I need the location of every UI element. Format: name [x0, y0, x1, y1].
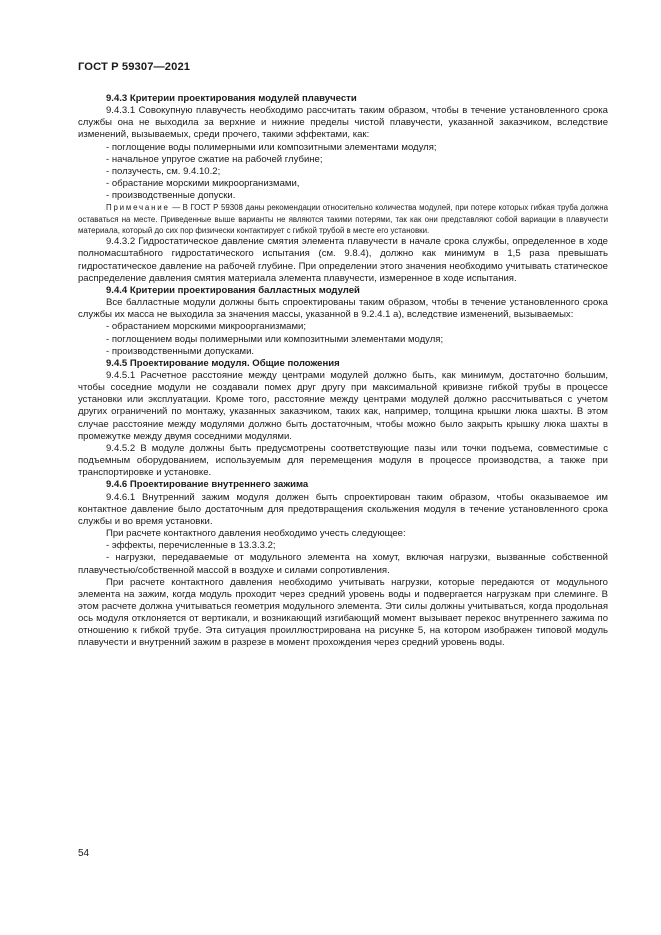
section-heading-9-4-5: 9.4.5 Проектирование модуля. Общие положения: [106, 357, 340, 369]
paragraph-9-4-6-1: 9.4.6.1 Внутренний зажим модуля должен быть спроектирован таким образом, чтобы оказываемое им контактное давление было достаточным для предотвращения скольжения модуля в течение установленного срока службы и во время установки.: [78, 491, 608, 527]
paragraph-9-4-3-1: 9.4.3.1 Совокупную плавучесть необходимо рассчитать таким образом, чтобы в течение установленного срока службы она не выходила за верхние и нижние пределы чистой плавучести, указанной заказчиком, вследствие изменений, вызываемых, среди прочего, такими эффектами, как:: [78, 105, 608, 141]
note-text: — В ГОСТ Р 59308 даны рекомендации относительно количества модулей, при потере которых гибкая труба должна оставаться на месте. Приведенные выше варианты не являются такими потерями, так как они представляют собой вариации в плавучести материала, который до сих пор физически контактирует с гибкой трубой в месте его установки.: [78, 203, 608, 235]
list-item: - начальное упругое сжатие на рабочей глубине;: [106, 153, 323, 165]
list-item: - эффекты, перечисленные в 13.3.3.2;: [106, 540, 276, 552]
list-item: - обрастание морскими микроорганизмами,: [106, 178, 300, 190]
list-item: - производственные допуски.: [106, 190, 236, 202]
paragraph-contact-pressure: При расчете контактного давления необходимо учесть следующее:: [106, 528, 406, 540]
note: [78, 202, 608, 236]
note-label: Примечание: [106, 203, 170, 213]
page-number: 54: [78, 848, 90, 859]
paragraph-9-4-5-2: 9.4.5.2 В модуле должны быть предусмотрены соответствующие пазы или точки подъема, совместимые с подъемным оборудованием, используемым для перемещения модуля в процессе производства, а также при транспортировке и установке.: [78, 442, 608, 479]
list-item: - поглощение воды полимерными или композитными элементами модуля;: [106, 141, 437, 153]
list-item: - нагрузки, передаваемые от модульного элемента на хомут, включая нагрузки, вызванные собственной плавучестью/собственной массой в воздухе и силами сопротивления.: [78, 552, 608, 576]
paragraph-9-4-3-2: 9.4.3.2 Гидростатическое давление смятия элемента плавучести в начале срока службы, определенное в ходе полномасштабного гидростатического испытания (см. 9.8.4), должно как минимум в 1,5 раза превышать гидростатическое давление на рабочей глубине. При определении этого значения необходимо учитывать статическое распределение давления смятия материала элемента плавучести, измеренное в ходе испытания.: [78, 236, 608, 284]
section-heading-9-4-4: 9.4.4 Критерии проектирования балластных модулей: [106, 284, 360, 296]
paragraph-slamming-loads: При расчете контактного давления необходимо учитывать нагрузки, которые передаются от модульного элемента на зажим, когда модуль проходит через средний уровень воды и подвергается нагрузкам при слеминге. В этом расчете должна учитываться геометрия модульного элемента. Эти силы должны учитываться, когда продольная ось модуля отклоняется от вертикали, и возникающий изгибающий момент вызывает перекос внутреннего зажима по отношению к гибкой трубе. Эта ситуация проиллюстрирована на рисунке 5, на котором изображен типовой модуль плавучести и внутренний зажим в разрезе в момент прохождения через средний уровень воды.: [78, 576, 608, 649]
list-item: - производственными допусками.: [106, 345, 255, 357]
paragraph-9-4-5-1: 9.4.5.1 Расчетное расстояние между центрами модулей должно быть, как минимум, достаточно большим, чтобы соседние модули не создавали помех друг другу при максимальной кривизне гибкой трубы в процессе установки или эксплуатации. Кроме того, расстояние между центрами модулей должно рассчитываться с учетом других ограничений по монтажу, указанных заказчиком, таких как, например, толщина крышки люка шахты. В этом случае расстояние между модулями должно быть достаточным, чтобы можно было закрыть крышку люка шахты в промежутке между двумя соседними модулями.: [78, 370, 608, 442]
list-item: - обрастанием морскими микроорганизмами;: [106, 321, 307, 333]
paragraph-9-4-4: Все балластные модули должны быть спроектированы таким образом, чтобы в течение установленного срока службы их масса не выходила за значения массы, указанной в 9.2.4.1 а), вследствие изменений, вызываемых:: [78, 297, 608, 321]
list-item: - поглощением воды полимерными или композитными элементами модуля;: [106, 333, 444, 345]
list-item: - ползучесть, см. 9.4.10.2;: [106, 165, 221, 177]
document-body: [78, 93, 608, 650]
document-header: ГОСТ Р 59307—2021: [78, 61, 191, 73]
section-heading-9-4-3: 9.4.3 Критерии проектирования модулей плавучести: [106, 93, 357, 104]
section-heading-9-4-6: 9.4.6 Проектирование внутреннего зажима: [106, 479, 309, 491]
